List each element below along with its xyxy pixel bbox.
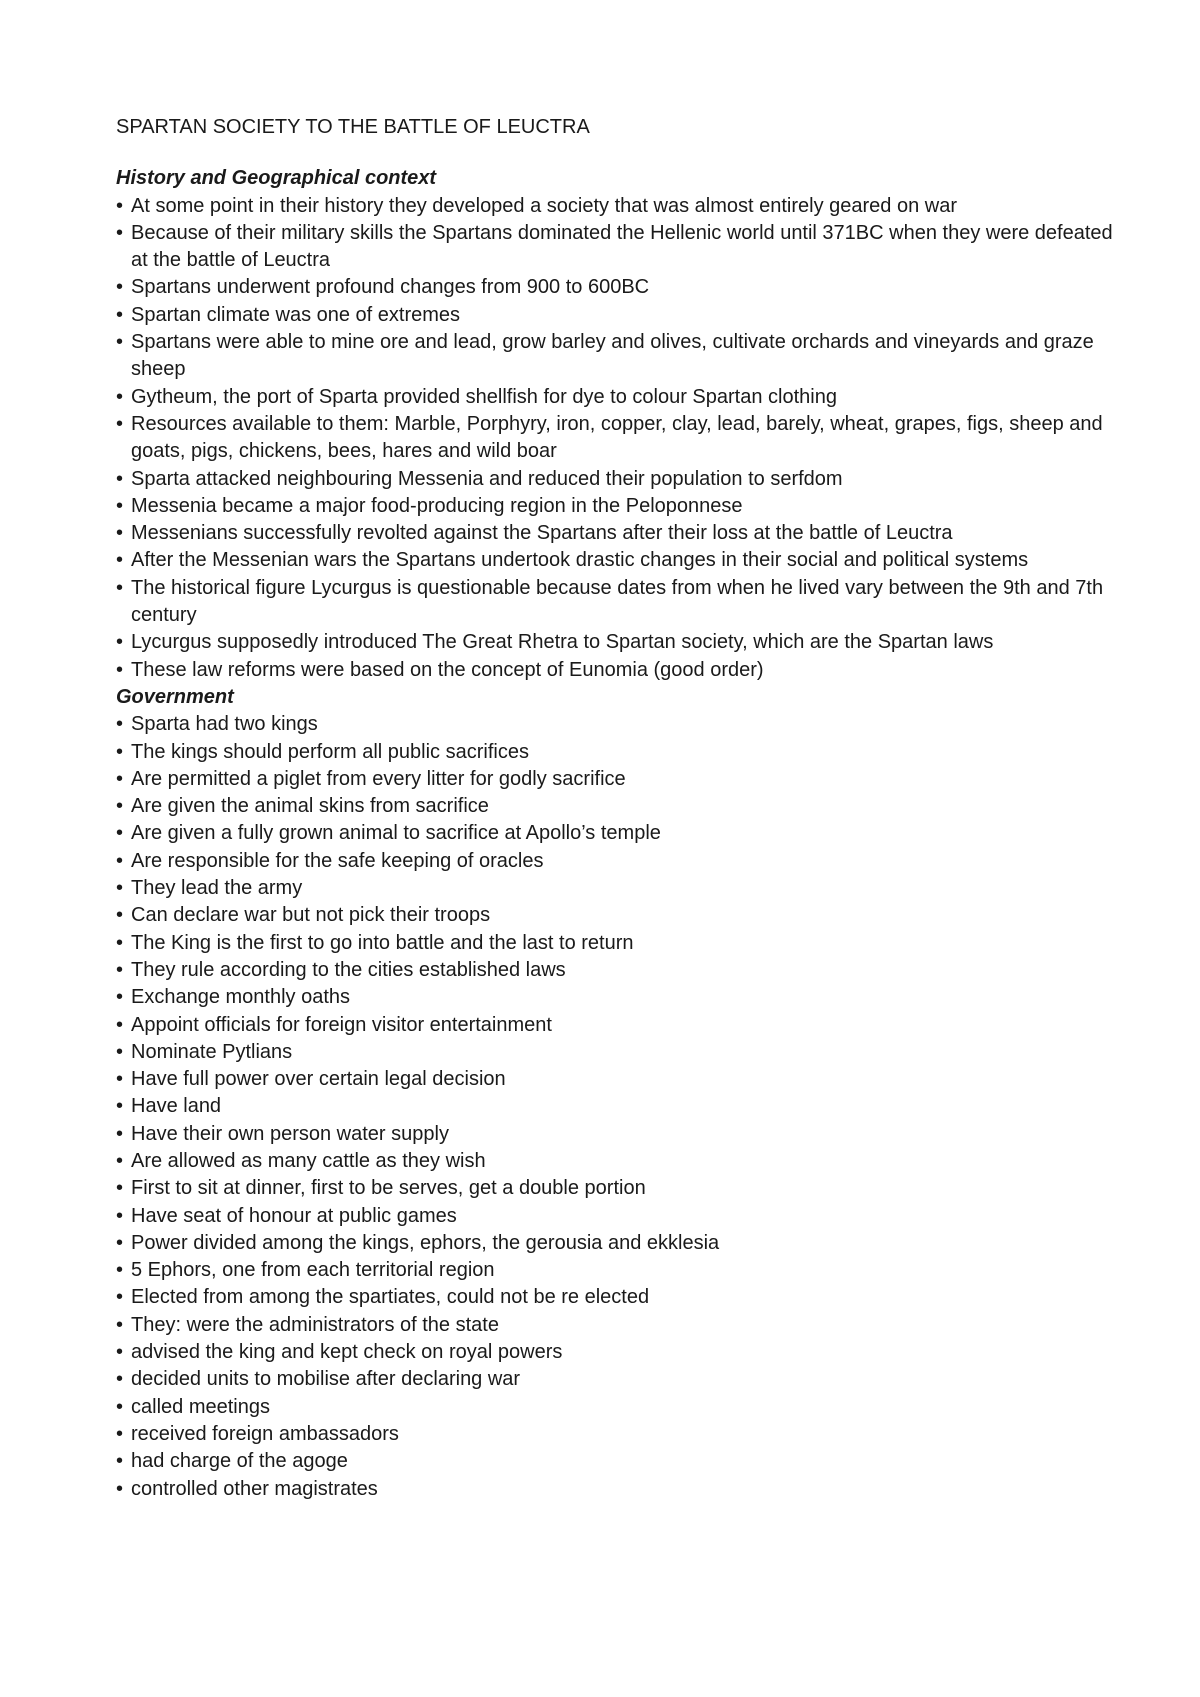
list-item: • Messenians successfully revolted against the Spartans after their loss at the battle of Leuctra xyxy=(116,520,1116,547)
list-item: • Exchange monthly oaths xyxy=(116,984,1116,1011)
list-item: • Appoint officials for foreign visitor entertainment xyxy=(116,1012,1116,1039)
list-item: • called meetings xyxy=(116,1394,1116,1421)
list-item: • The historical figure Lycurgus is questionable because dates from when he lived vary between the 9th and 7th century xyxy=(116,575,1116,630)
list-item: • Are given the animal skins from sacrifice xyxy=(116,793,1116,820)
list-item: • Sparta had two kings xyxy=(116,711,1116,738)
list-item: • 5 Ephors, one from each territorial region xyxy=(116,1257,1116,1284)
list-item: • decided units to mobilise after declaring war xyxy=(116,1366,1116,1393)
section-history-geography xyxy=(116,165,1116,684)
list-item: • At some point in their history they developed a society that was almost entirely geared on war xyxy=(116,193,1116,220)
bullet-list xyxy=(116,711,1116,1503)
list-item: • Nominate Pytlians xyxy=(116,1039,1116,1066)
list-item: • Have their own person water supply xyxy=(116,1121,1116,1148)
list-item: • Lycurgus supposedly introduced The Great Rhetra to Spartan society, which are the Spartan laws xyxy=(116,629,1116,656)
list-item: • Messenia became a major food-producing region in the Peloponnese xyxy=(116,493,1116,520)
list-item: • Are allowed as many cattle as they wish xyxy=(116,1148,1116,1175)
section-heading: History and Geographical context xyxy=(116,167,437,190)
list-item: • These law reforms were based on the concept of Eunomia (good order) xyxy=(116,657,1116,684)
list-item: • Because of their military skills the Spartans dominated the Hellenic world until 371BC when they were defeated at the battle of Leuctra xyxy=(116,220,1116,275)
list-item: • had charge of the agoge xyxy=(116,1448,1116,1475)
list-item: • Sparta attacked neighbouring Messenia and reduced their population to serfdom xyxy=(116,466,1116,493)
list-item: • Spartans were able to mine ore and lead, grow barley and olives, cultivate orchards and vineyards and graze sheep xyxy=(116,329,1116,384)
list-item: • advised the king and kept check on royal powers xyxy=(116,1339,1116,1366)
list-item: • The King is the first to go into battle and the last to return xyxy=(116,930,1116,957)
list-item: • They rule according to the cities established laws xyxy=(116,957,1116,984)
list-item: • Are responsible for the safe keeping of oracles xyxy=(116,848,1116,875)
section-heading: Government xyxy=(116,685,234,708)
list-item: • They: were the administrators of the state xyxy=(116,1312,1116,1339)
list-item: • They lead the army xyxy=(116,875,1116,902)
list-item: • Gytheum, the port of Sparta provided shellfish for dye to colour Spartan clothing xyxy=(116,384,1116,411)
list-item: • Power divided among the kings, ephors, the gerousia and ekklesia xyxy=(116,1230,1116,1257)
list-item: • Have seat of honour at public games xyxy=(116,1203,1116,1230)
document-page xyxy=(116,114,1116,1503)
list-item: • received foreign ambassadors xyxy=(116,1421,1116,1448)
list-item: • Can declare war but not pick their troops xyxy=(116,902,1116,929)
list-item: • Spartans underwent profound changes from 900 to 600BC xyxy=(116,274,1116,301)
list-item: • Are given a fully grown animal to sacrifice at Apollo’s temple xyxy=(116,820,1116,847)
document-title: SPARTAN SOCIETY TO THE BATTLE OF LEUCTRA xyxy=(116,116,590,138)
list-item: • After the Messenian wars the Spartans undertook drastic changes in their social and political systems xyxy=(116,547,1116,574)
list-item: • controlled other magistrates xyxy=(116,1476,1116,1503)
section-government xyxy=(116,684,1116,1503)
list-item: • Are permitted a piglet from every litter for godly sacrifice xyxy=(116,766,1116,793)
list-item: • First to sit at dinner, first to be serves, get a double portion xyxy=(116,1175,1116,1202)
list-item: • The kings should perform all public sacrifices xyxy=(116,739,1116,766)
list-item: • Elected from among the spartiates, could not be re elected xyxy=(116,1284,1116,1311)
list-item: • Resources available to them: Marble, Porphyry, iron, copper, clay, lead, barely, wheat, grapes, figs, sheep and goats, pigs, chickens, bees, hares and wild boar xyxy=(116,411,1116,466)
list-item: • Have full power over certain legal decision xyxy=(116,1066,1116,1093)
list-item: • Spartan climate was one of extremes xyxy=(116,302,1116,329)
list-item: • Have land xyxy=(116,1093,1116,1120)
bullet-list xyxy=(116,193,1116,684)
